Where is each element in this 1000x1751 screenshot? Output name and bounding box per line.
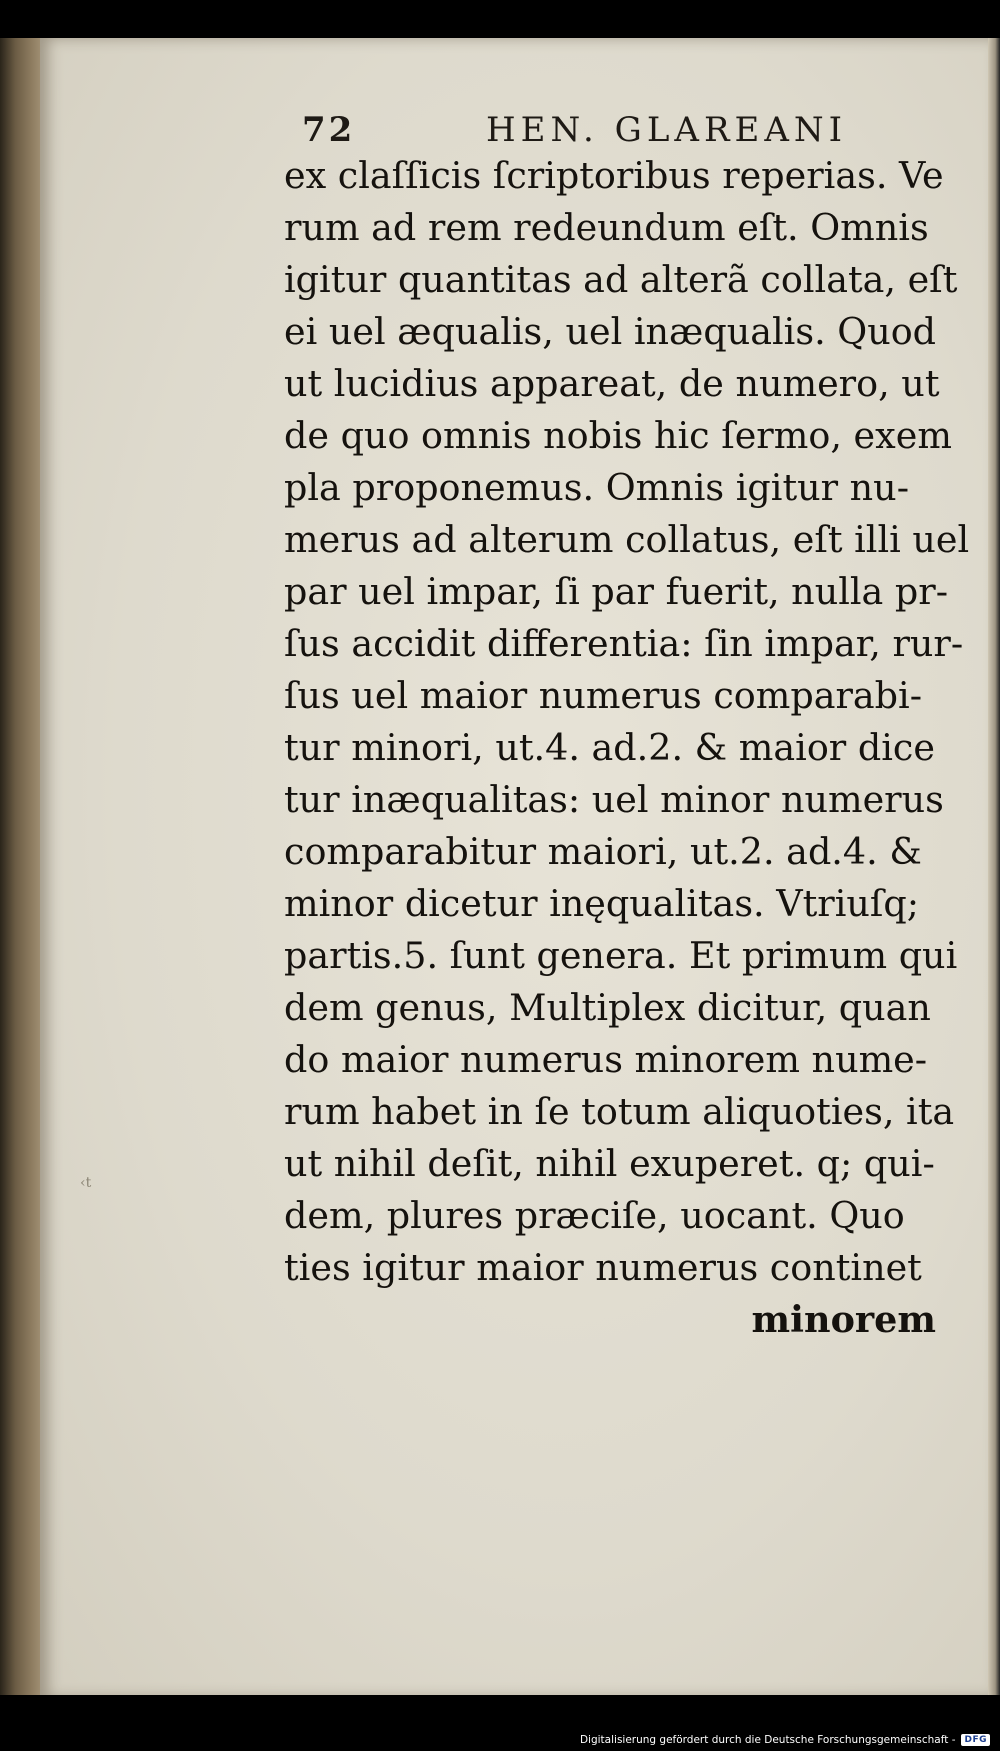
- digitization-credit: [580, 1732, 990, 1748]
- text-line: rum habet in ſe totum aliquoties, ita: [284, 1090, 955, 1133]
- credit-text: Digitalisierung gefördert durch die Deutsche Forschungsgemeinschaft -: [579, 1734, 956, 1746]
- text-line: partis.5. ſunt genera. Et primum qui: [284, 934, 958, 977]
- text-line: ſus uel maior numerus comparabi-: [284, 674, 923, 717]
- text-line: rum ad rem redeundum eſt. Omnis: [284, 206, 929, 249]
- top-black-band: [0, 0, 1000, 40]
- text-line: tur inæqualitas: uel minor numerus: [284, 778, 944, 821]
- text-line: igitur quantitas ad alterã collata, eſt: [284, 258, 958, 301]
- text-line: ei uel æqualis, uel inæqualis. Quod: [284, 310, 937, 353]
- text-line: comparabitur maiori, ut.2. ad.4. &: [284, 830, 922, 873]
- text-line: dem genus, Multiplex dicitur, quan: [284, 986, 931, 1029]
- text-line: ties igitur maior numerus continet: [284, 1246, 922, 1289]
- margin-mark: ‹t: [80, 1175, 92, 1191]
- book-spine: [0, 38, 44, 1698]
- text-line: ut nihil deſit, nihil exuperet. q; qui-: [284, 1142, 935, 1185]
- text-line: ut lucidius appareat, de numero, ut: [284, 362, 940, 405]
- body-text: [284, 150, 970, 1346]
- text-line: merus ad alterum collatus, eſt illi uel: [284, 518, 970, 561]
- page-number: 72: [302, 110, 356, 150]
- text-line: ſus accidit differentia: ſin impar, rur-: [284, 622, 964, 665]
- text-line: dem, plures præciſe, uocant. Quo: [284, 1194, 905, 1237]
- text-line: minor dicetur inęqualitas. Vtriuſq;: [284, 882, 920, 925]
- text-line: do maior numerus minorem nume-: [284, 1038, 928, 1081]
- running-head: HEN. GLAREANI: [486, 110, 848, 150]
- text-line: de quo omnis nobis hic ſermo, exem: [284, 414, 952, 457]
- text-line: tur minori, ut.4. ad.2. & maior dice: [284, 726, 935, 769]
- catchword: minorem: [751, 1298, 936, 1341]
- text-line: pla proponemus. Omnis igitur nu-: [284, 466, 910, 509]
- dfg-logo: DFG: [961, 1734, 990, 1746]
- text-line: par uel impar, ſi par fuerit, nulla pr-: [284, 570, 949, 613]
- page-edge: [988, 38, 1000, 1698]
- text-line: ex claſſicis ſcriptoribus reperias. Ve: [284, 154, 944, 197]
- page-header: [302, 110, 882, 154]
